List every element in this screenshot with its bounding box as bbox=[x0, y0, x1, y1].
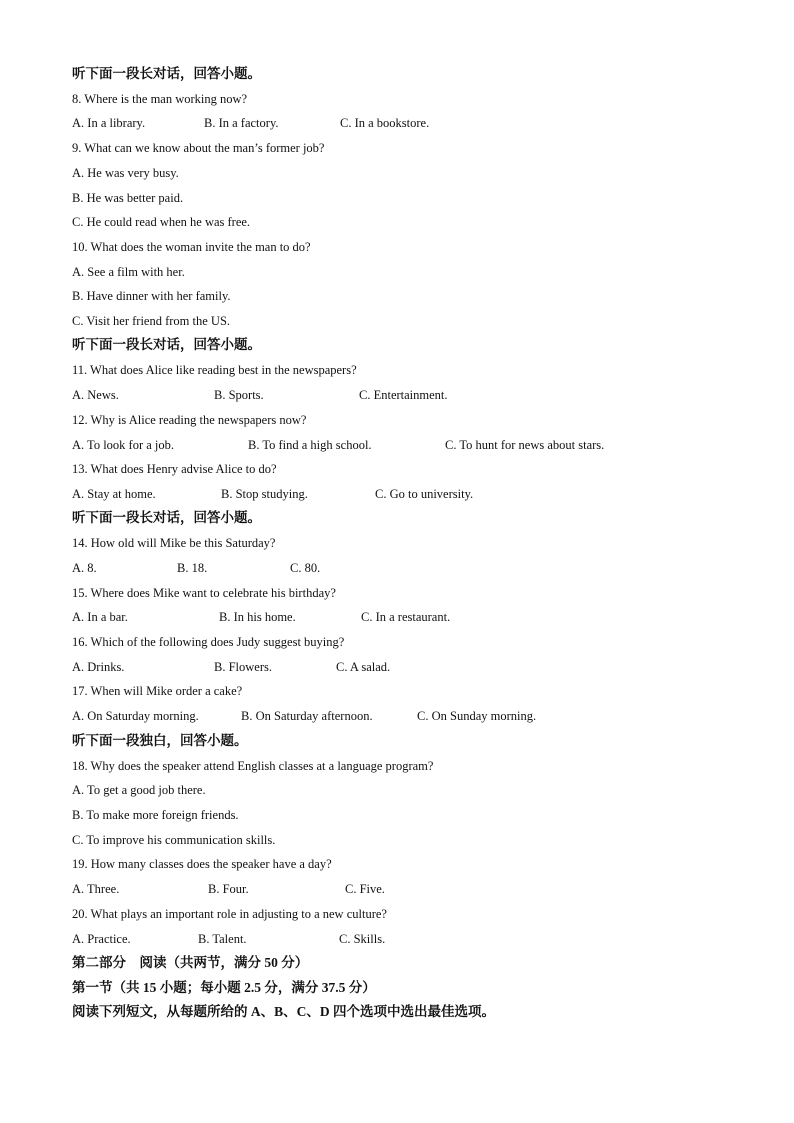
section-heading: 听下面一段长对话，回答小题。 bbox=[72, 337, 261, 352]
option-b: B. In his home. bbox=[219, 610, 296, 624]
option-b: B. He was better paid. bbox=[72, 191, 184, 205]
option-b: B. Have dinner with her family. bbox=[72, 289, 231, 303]
option-c: C. He could read when he was free. bbox=[72, 215, 251, 229]
section-one-title: 第一节（共 15 小题；每小题 2.5 分，满分 37.5 分） bbox=[72, 980, 376, 995]
section-heading: 听下面一段长对话，回答小题。 bbox=[72, 510, 261, 525]
question-12: 12. Why is Alice reading the newspapers now? bbox=[72, 413, 307, 427]
option-b: B. Four. bbox=[208, 882, 249, 896]
reading-instruction: 阅读下列短文，从每题所给的 A、B、C、D 四个选项中选出最佳选项。 bbox=[72, 1004, 496, 1019]
option-b: B. On Saturday afternoon. bbox=[241, 709, 373, 723]
option-b: B. In a factory. bbox=[204, 116, 279, 130]
section-heading: 听下面一段独白，回答小题。 bbox=[72, 733, 248, 748]
option-c: C. On Sunday morning. bbox=[417, 709, 537, 723]
option-b: B. Flowers. bbox=[214, 660, 272, 674]
question-13: 13. What does Henry advise Alice to do? bbox=[72, 462, 277, 476]
option-b: B. To find a high school. bbox=[248, 438, 372, 452]
option-a: A. Stay at home. bbox=[72, 487, 156, 501]
option-a: A. In a bar. bbox=[72, 610, 128, 624]
question-8: 8. Where is the man working now? bbox=[72, 92, 248, 106]
option-c: C. To hunt for news about stars. bbox=[445, 438, 605, 452]
option-b: B. Stop studying. bbox=[221, 487, 308, 501]
option-c: C. In a bookstore. bbox=[340, 116, 430, 130]
option-b: B. Sports. bbox=[214, 388, 264, 402]
question-16: 16. Which of the following does Judy suggest buying? bbox=[72, 635, 345, 649]
question-19: 19. How many classes does the speaker have a day? bbox=[72, 857, 332, 871]
question-11: 11. What does Alice like reading best in the newspapers? bbox=[72, 363, 357, 377]
option-b: B. Talent. bbox=[198, 932, 247, 946]
question-15: 15. Where does Mike want to celebrate his birthday? bbox=[72, 586, 336, 600]
part-two-title: 第二部分 阅读（共两节，满分 50 分） bbox=[72, 955, 309, 970]
option-a: A. On Saturday morning. bbox=[72, 709, 199, 723]
option-c: C. 80. bbox=[290, 561, 321, 575]
option-c: C. A salad. bbox=[336, 660, 391, 674]
option-a: A. Practice. bbox=[72, 932, 131, 946]
option-a: A. See a film with her. bbox=[72, 265, 185, 279]
question-9: 9. What can we know about the man’s former job? bbox=[72, 141, 325, 155]
option-c: C. Visit her friend from the US. bbox=[72, 314, 231, 328]
option-c: C. In a restaurant. bbox=[361, 610, 451, 624]
question-20: 20. What plays an important role in adjusting to a new culture? bbox=[72, 907, 387, 921]
option-c: C. Five. bbox=[345, 882, 385, 896]
option-c: C. Skills. bbox=[339, 932, 386, 946]
option-a: A. News. bbox=[72, 388, 119, 402]
question-18: 18. Why does the speaker attend English classes at a language program? bbox=[72, 759, 434, 773]
option-b: B. To make more foreign friends. bbox=[72, 808, 239, 822]
option-c: C. Entertainment. bbox=[359, 388, 448, 402]
option-a: A. In a library. bbox=[72, 116, 146, 130]
question-14: 14. How old will Mike be this Saturday? bbox=[72, 536, 276, 550]
option-c: C. To improve his communication skills. bbox=[72, 833, 276, 847]
option-a: A. To look for a job. bbox=[72, 438, 175, 452]
option-a: A. Drinks. bbox=[72, 660, 125, 674]
question-17: 17. When will Mike order a cake? bbox=[72, 684, 243, 698]
option-a: A. To get a good job there. bbox=[72, 783, 206, 797]
option-b: B. 18. bbox=[177, 561, 208, 575]
option-a: A. 8. bbox=[72, 561, 97, 575]
option-a: A. He was very busy. bbox=[72, 166, 179, 180]
section-heading: 听下面一段长对话，回答小题。 bbox=[72, 66, 261, 81]
question-10: 10. What does the woman invite the man to do? bbox=[72, 240, 311, 254]
option-a: A. Three. bbox=[72, 882, 120, 896]
option-c: C. Go to university. bbox=[375, 487, 474, 501]
